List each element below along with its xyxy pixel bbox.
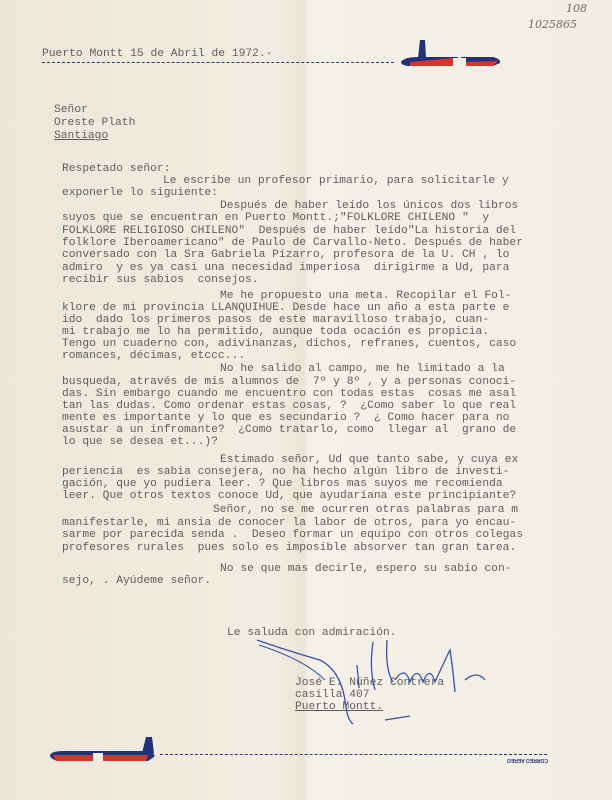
sender-city: Puerto Montt. <box>295 701 384 713</box>
signature <box>245 620 525 730</box>
archive-number-top: 108 <box>566 2 587 15</box>
body-line: manifestarle, mi ansia de conocer la labor de otros, para yo encau- <box>62 517 517 529</box>
body-line: mi trabajo me lo ha permitido, aunque toda ocación es propicia. <box>62 326 490 338</box>
date-line: Puerto Montt 15 de Abril de 1972.- <box>42 48 273 60</box>
body-line: klore de mi provincia LLANQUIHUE. Desde hace un año a esta parte e <box>62 302 510 314</box>
body-line: lo que se desea et...)? <box>62 436 218 448</box>
body-line: Después de haber leído los únicos dos libros <box>220 200 519 212</box>
body-line: admiro y es ya casi una necesidad imperiosa dirigirme a Ud, para <box>62 262 510 274</box>
body-line: recibir sus sabios consejos. <box>62 274 259 286</box>
body-line: Le escribe un profesor primario, para solicitarle y <box>163 175 509 187</box>
body-line: romances, décimas, etccc... <box>62 350 246 362</box>
body-line: exponerle lo siguiente: <box>62 187 218 199</box>
body-line: No he salido al campo, me he limitado a la <box>220 363 505 375</box>
farewell: Le saluda con admiración. <box>227 627 397 639</box>
body-line: Tengo un cuaderno con, adivinanzas, dichos, refranes, cuentos, caso <box>62 338 517 350</box>
sender-name: José E. Núñez Contrera <box>295 677 445 689</box>
body-line: sarme por parecida senda . Deseo formar un equipo con otros colegas <box>62 529 523 541</box>
body-line: Estimado señor, Ud que tanto sabe, y cuya ex <box>220 454 519 466</box>
body-line: das. Sin embargo cuando me encuentro con todas estas cosas me asal <box>62 388 517 400</box>
body-line: Me he propuesto una meta. Recopilar el Fol- <box>220 290 512 302</box>
airmail-label: CORREO AEREO <box>507 757 548 763</box>
body-line: ido dado los primeros pasos de este maravilloso trabajo, cuan- <box>62 314 490 326</box>
airplane-logo-bottom-icon <box>48 735 158 765</box>
letterhead-rule-bottom <box>160 754 547 755</box>
body-line: periencia es sabia consejera, no ha hecho algún libro de investi- <box>62 466 510 478</box>
body-line: suyos que se encuentran en Puerto Montt.;"FOLKLORE CHILENO " y <box>62 212 490 224</box>
body-line: profesores rurales pues solo es imposible absorver tan gran tarea. <box>62 542 517 554</box>
greeting: Respetado señor: <box>62 163 171 175</box>
airplane-logo-icon <box>398 38 503 70</box>
recipient-salutation: Señor <box>54 104 88 116</box>
body-line: folklore Iberoamericano" de Paulo de Carvallo-Neto. Después de haber <box>62 237 523 249</box>
sender-box: casilla 407 <box>295 689 370 701</box>
recipient-city: Santiago <box>54 130 109 142</box>
body-line: gación, que yo pudiera leer. ? Que libros mas suyos me recomienda <box>62 478 503 490</box>
body-line: No se que mas decirle, espero su sabio con- <box>220 563 512 575</box>
body-line: tan las dudas. Como ordenar estas cosas, ? ¿Como saber lo que real <box>62 400 517 412</box>
body-line: mente es importante y lo que es secundario ? ¿ Como hacer para no <box>62 412 510 424</box>
body-line: sejo, . Ayúdeme señor. <box>62 575 212 587</box>
body-line: leer. Que otros textos conoce Ud, que ayudaríana este principiante? <box>62 490 517 502</box>
body-line: Señor, no se me ocurren otras palabras para m <box>213 504 519 516</box>
archive-number-bottom: 1025865 <box>528 18 577 31</box>
letterhead-rule-top <box>42 62 394 63</box>
body-line: asustar a un infromante? ¿Como tratarlo, como llegar al grano de <box>62 424 517 436</box>
recipient-name: Oreste Plath <box>54 117 136 129</box>
body-line: busqueda, através de mis alumnos de 7º y 8º , y a personas conoci- <box>62 376 517 388</box>
body-line: FOLKLORE RELIGIOSO CHILENO" Después de haber leído"La historia del <box>62 225 517 237</box>
body-line: conversado con la Sra Gabriela Pizarro, profesora de la U. CH , lo <box>62 249 510 261</box>
